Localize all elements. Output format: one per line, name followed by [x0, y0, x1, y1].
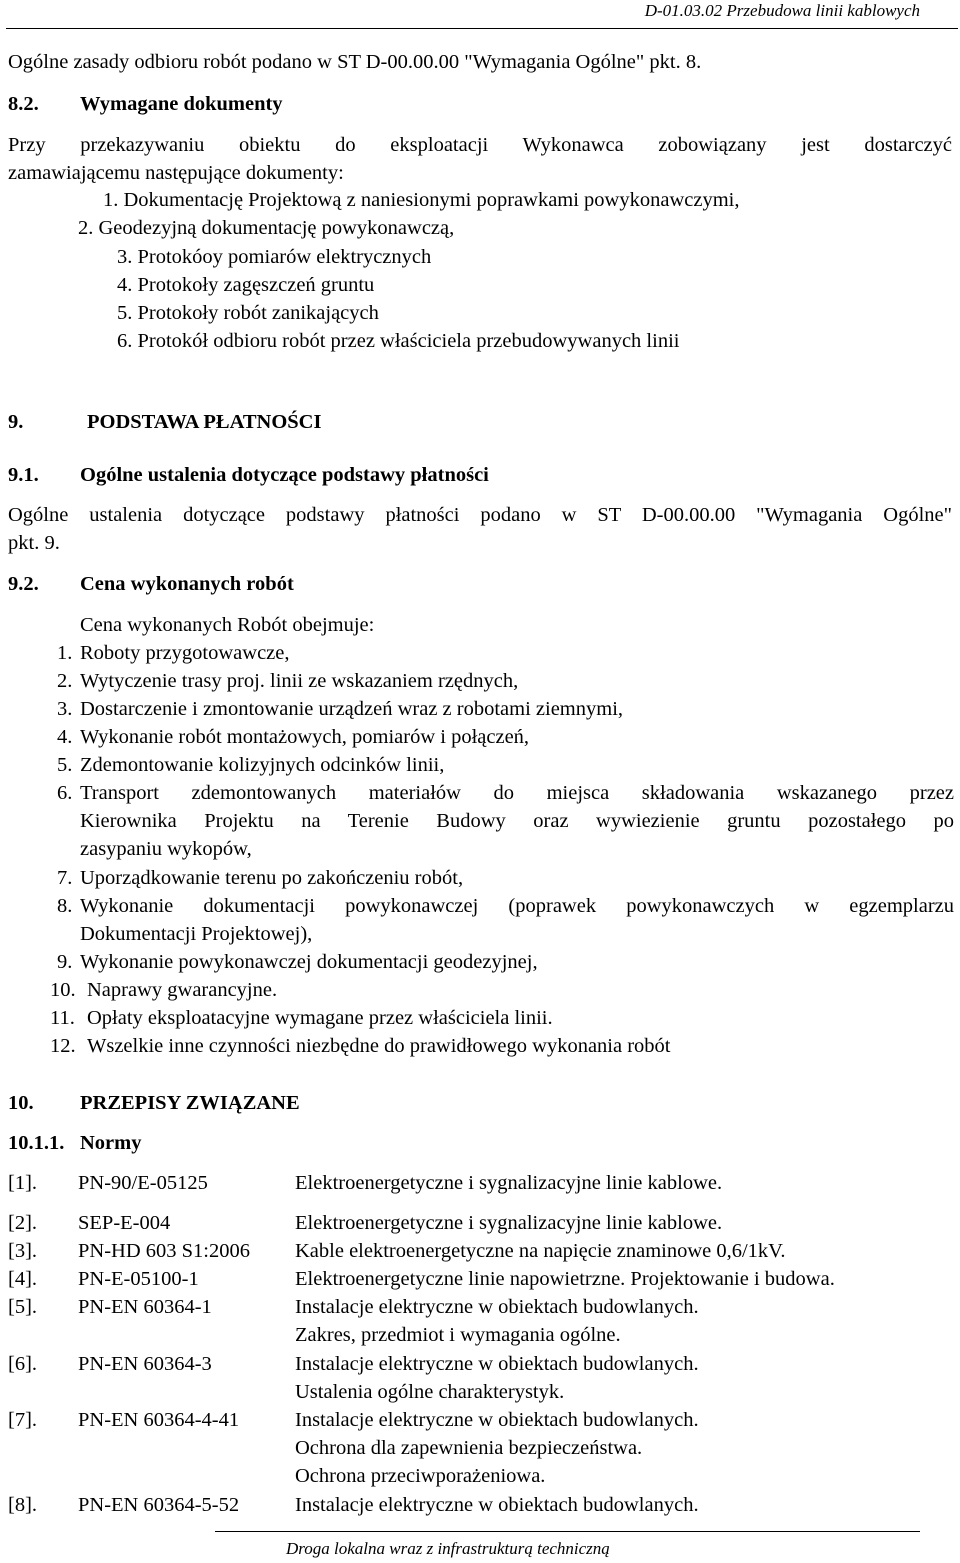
section-8-2-title: Wymagane dokumenty — [80, 93, 283, 115]
section-9-1-title: Ogólne ustalenia dotyczące podstawy płatności — [80, 464, 489, 486]
norm-code: PN-EN 60364-3 — [78, 1353, 212, 1375]
cost-item-number: 7. — [57, 867, 73, 889]
document-list-item: 6. Protokół odbioru robót przez właściciela przebudowywanych linii — [117, 330, 680, 352]
norm-description: Elektroenergetyczne i sygnalizacyjne linie kablowe. — [295, 1172, 723, 1194]
norm-ref: [2]. — [8, 1212, 38, 1234]
cost-item-number: 8. — [57, 895, 73, 917]
norm-ref: [5]. — [8, 1296, 38, 1318]
cost-item-number: 9. — [57, 951, 73, 973]
norm-description: Elektroenergetyczne i sygnalizacyjne linie kablowe. — [295, 1212, 723, 1234]
section-8-2-paragraph-line-1: Przy przekazywaniu obiektu do eksploatacji Wykonawca zobowiązany jest dostarczyć — [8, 134, 952, 156]
cost-item-number: 1. — [57, 642, 73, 664]
section-9-1-number: 9.1. — [8, 464, 39, 486]
header-rule — [6, 28, 958, 29]
cost-item-text: Wykonanie powykonawczej dokumentacji geodezyjnej, — [80, 951, 538, 973]
cost-item-text: Dostarczenie i zmontowanie urządzeń wraz z robotami ziemnymi, — [80, 698, 624, 720]
cost-item-text-line: zasypaniu wykopów, — [80, 838, 252, 860]
section-9-title: PODSTAWA PŁATNOŚCI — [87, 411, 322, 433]
section-9-1-paragraph-line-2: pkt. 9. — [8, 532, 60, 554]
cost-item-text: Wytyczenie trasy proj. linii ze wskazaniem rzędnych, — [80, 670, 519, 692]
cost-item-text-line: Dokumentacji Projektowej), — [80, 923, 313, 945]
norm-description: Ochrona dla zapewnienia bezpieczeństwa. — [295, 1437, 643, 1459]
norm-ref: [4]. — [8, 1268, 38, 1290]
cost-item-number: 3. — [57, 698, 73, 720]
cost-item-text: Naprawy gwarancyjne. — [87, 979, 278, 1001]
norm-ref: [1]. — [8, 1172, 38, 1194]
intro-paragraph: Ogólne zasady odbioru robót podano w ST D-00.00.00 "Wymagania Ogólne" pkt. 8. — [8, 51, 702, 73]
section-9-number: 9. — [8, 411, 24, 433]
cost-item-text: Uporządkowanie terenu po zakończeniu robót, — [80, 867, 464, 889]
section-8-2-number: 8.2. — [8, 93, 39, 115]
section-9-2-number: 9.2. — [8, 573, 39, 595]
norm-ref: [6]. — [8, 1353, 38, 1375]
norm-description: Ochrona przeciwporażeniowa. — [295, 1465, 546, 1487]
document-list-item: 1. Dokumentację Projektową z naniesionymi poprawkami powykonawczymi, — [103, 189, 740, 211]
section-10-number: 10. — [8, 1092, 34, 1114]
cost-item-text-line: Wykonanie dokumentacji powykonawczej (poprawek powykonawczych w egzemplarzu — [80, 895, 954, 917]
cost-item-number: 10. — [50, 979, 76, 1001]
cost-item-number: 4. — [57, 726, 73, 748]
cost-item-number: 5. — [57, 754, 73, 776]
norm-code: PN-EN 60364-1 — [78, 1296, 212, 1318]
cost-item-text: Wykonanie robót montażowych, pomiarów i połączeń, — [80, 726, 530, 748]
norm-description: Instalacje elektryczne w obiektach budowlanych. — [295, 1409, 699, 1431]
section-10-1-1-title: Normy — [80, 1132, 142, 1154]
norm-ref: [3]. — [8, 1240, 38, 1262]
cost-item-text: Wszelkie inne czynności niezbędne do prawidłowego wykonania robót — [87, 1035, 671, 1057]
norm-code: PN-EN 60364-4-41 — [78, 1409, 240, 1431]
norm-code: PN-HD 603 S1:2006 — [78, 1240, 250, 1262]
cost-item-text-line: Kierownika Projektu na Terenie Budowy oraz wywiezienie gruntu pozostałego po — [80, 810, 954, 832]
norm-ref: [7]. — [8, 1409, 38, 1431]
page-header: D-01.03.02 Przebudowa linii kablowych — [644, 1, 920, 20]
norm-description: Zakres, przedmiot i wymagania ogólne. — [295, 1324, 621, 1346]
cost-item-text: Opłaty eksploatacyjne wymagane przez właściciela linii. — [87, 1007, 553, 1029]
document-list-item: 3. Protokóoy pomiarów elektrycznych — [117, 246, 432, 268]
cost-item-text-line: Transport zdemontowanych materiałów do miejsca składowania wskazanego przez — [80, 782, 954, 804]
cost-item-number: 11. — [50, 1007, 75, 1029]
norm-code: PN-E-05100-1 — [78, 1268, 199, 1290]
section-10-1-1-number: 10.1.1. — [8, 1132, 65, 1154]
section-9-2-intro: Cena wykonanych Robót obejmuje: — [80, 614, 375, 636]
norm-code: PN-EN 60364-5-52 — [78, 1494, 240, 1516]
page-footer: Droga lokalna wraz z infrastrukturą techniczną — [286, 1539, 610, 1558]
norm-code: PN-90/E-05125 — [78, 1172, 208, 1194]
norm-description: Elektroenergetyczne linie napowietrzne. Projektowanie i budowa. — [295, 1268, 835, 1290]
footer-rule — [215, 1531, 920, 1532]
document-list-item: 4. Protokoły zagęszczeń gruntu — [117, 274, 375, 296]
norm-description: Kable elektroenergetyczne na napięcie znaminowe 0,6/1kV. — [295, 1240, 786, 1262]
section-8-2-paragraph-line-2: zamawiającemu następujące dokumenty: — [8, 162, 344, 184]
cost-item-text: Roboty przygotowawcze, — [80, 642, 290, 664]
document-list-item: 2. Geodezyjną dokumentację powykonawczą, — [78, 217, 455, 239]
norm-description: Instalacje elektryczne w obiektach budowlanych. — [295, 1296, 699, 1318]
cost-item-number: 2. — [57, 670, 73, 692]
cost-item-text: Zdemontowanie kolizyjnych odcinków linii, — [80, 754, 445, 776]
section-9-1-paragraph-line-1: Ogólne ustalenia dotyczące podstawy płatności podano w ST D-00.00.00 "Wymagania Ogólne" — [8, 504, 952, 526]
cost-item-number: 6. — [57, 782, 73, 804]
norm-description: Ustalenia ogólne charakterystyk. — [295, 1381, 565, 1403]
section-10-title: PRZEPISY ZWIĄZANE — [80, 1092, 300, 1114]
norm-description: Instalacje elektryczne w obiektach budowlanych. — [295, 1494, 699, 1516]
section-9-2-title: Cena wykonanych robót — [80, 573, 294, 595]
norm-ref: [8]. — [8, 1494, 38, 1516]
norm-description: Instalacje elektryczne w obiektach budowlanych. — [295, 1353, 699, 1375]
norm-code: SEP-E-004 — [78, 1212, 171, 1234]
document-list-item: 5. Protokoły robót zanikających — [117, 302, 379, 324]
cost-item-number: 12. — [50, 1035, 76, 1057]
